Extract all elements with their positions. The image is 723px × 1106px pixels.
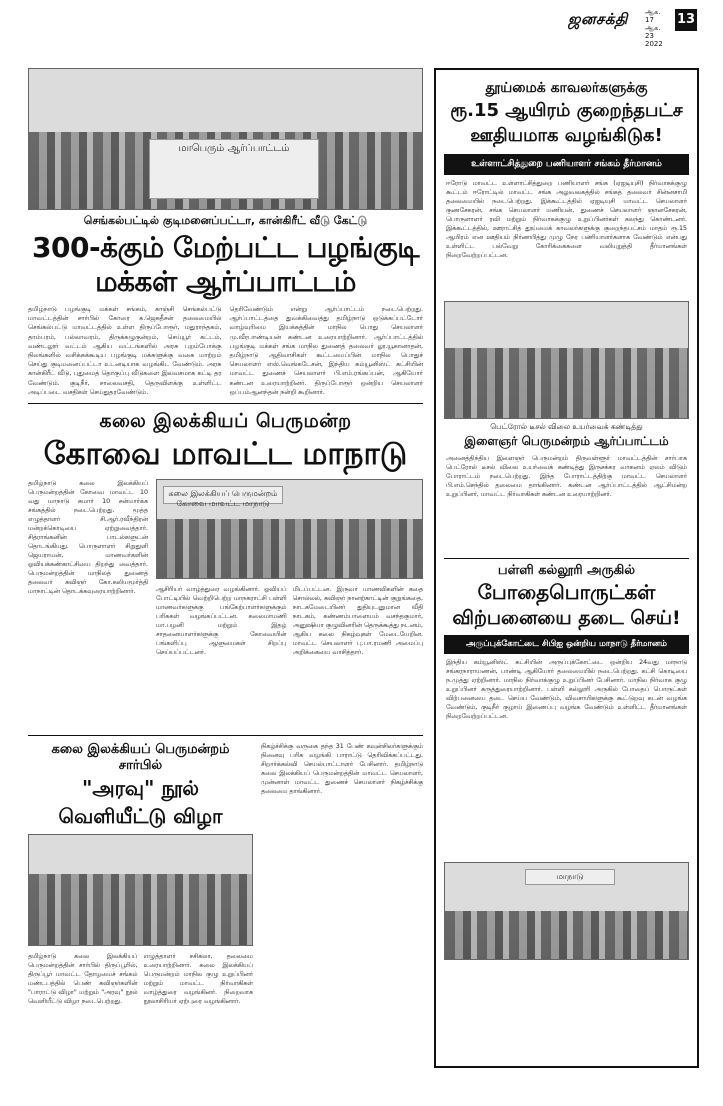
story2-body-col1: தமிழ்நாடு கலை இலக்கியப் பெருமன்றத்தின் கோவை மாவட்ட 10 வது மாநாடு சுமார் 10 சன்மார்க்க சங்கத்தில் நடைபெற்றது. மூத்த எழுத்தாளர் சி.ஆர்.ரவீந்திரன் மன்றக்கொடியை ஏற்றுவைத்தார். சித்ராங்கனின் பாடல்களுடன் தொடங்கியது. பொருளாளர் சிறுதுளி ஜெயராமன், மாணவர்களின் ஓவியக்கண்காட்சியை திறந்து வைத்தார். பெருமன்றத்தின் மாநிலத் துணைத் தலைவர் கவிஞர் கோ.கலியமூர்த்தி மாநாட்டின் தொடக்கவுரையாற்றினார்.: [28, 480, 148, 596]
story2-body-col2: ஆசிரியர் வாழ்த்துரை வழங்கினார். ஓவியப் போட்டியில் வெற்றிபெற்ற மாநகராட்சி பள்ளி மாணவர்களுக்கு பங்கேற்பாளர்களுக்கும் பரிசுகள் வழங்கப்பட்டன. கலைமாமணி மா.பழனி மற்றும் இதழ் சாதனையாளர்களுக்கு கோவையின் பங்களிப்பு ஆளுமைகள் சிறப்பு செய்யப்பட்டனர்.: [156, 586, 287, 657]
newspaper-logo: ஜனசக்தி: [568, 10, 628, 28]
story1-headline-line2: மக்கள் ஆர்ப்பாட்டம்: [95, 265, 356, 298]
right-head3-kicker: பள்ளி கல்லூரி அருகில்: [497, 563, 636, 578]
protest-photo: [28, 68, 423, 210]
date-line: ஆக. 23: [645, 24, 661, 40]
right-para3: இந்திய கம்யூனிஸ்ட் கட்சியின் அருப்புக்கோட்டை ஒன்றிய 24வது மாநாடு சங்கரநாராயணன், பாண்டி ஆகியோர் தலைமையில் நடைபெற்றது. கட்சி கொடியை ந.முத்து ஏற்றினார். மாநில நிர்வாக்குழு உறுப்பினர் பேசினார். மாநில நிர்வாக குழு உறுப்பினர் கருத்துரையாற்றினார். பள்ளி கல்லூரி அருகில் போதைப் பொருட்கள் விற்பனையை தடை செய்ய வேண்டும், விவசாயிகளுக்கு கூட்டுறவு கடன் வழங்க வேண்டும், குடிநீர் குழாய் இணைப்பு வழங்க வேண்டும் உள்ளிட்ட தீர்மானங்கள் நிறைவேற்றப்பட்டன.: [446, 659, 687, 720]
story3-body-col2: தமிழ்நாடு கலை இலக்கியப் பெருமன்றத்தின் சார்பில் திருப்பூரில், திருப்பூர் மாவட்ட தோழமைச் சங்கம் மண்டபத்தில் பெண் கவிஞர்களின் "பாராட்டு விழா" மற்றும் "அரவு" நூல் வெளியீட்டு விழா நடைபெற்றது.: [28, 953, 138, 1006]
divider: [28, 403, 423, 404]
divider: [444, 558, 689, 559]
story3-title-line1: கலை இலக்கியப் பெருமன்றம் சார்பில்: [51, 742, 230, 774]
right-bar2: அருப்புக்கோட்டை சிபிஐ ஒன்றிய மாநாடு தீர்மானம்: [444, 635, 689, 654]
conference-banner: கலை இலக்கியப் பெருமன்றம் கோவை மாவட்ட மாநாடு: [163, 486, 283, 504]
date-line: ஆக. 17: [645, 8, 661, 24]
right-head1-line2: ரூ.15 ஆயிரம் குறைந்தபட்ச: [450, 100, 683, 121]
story3-body-col1: நிகழ்ச்சிக்கு வருகை தந்த 31 பேண் கவுன்சிலர்களுக்கும் நினைவு பரிசு வழங்கி பாராட்டு தெரிவிக்கப்பட்டது. சிறார்க்கல்வி செயல்பாட்டாளர் பேசினார். தமிழ்நாடு கலை இலக்கியப் பெருமன்றத்தின் மாவட்ட செயலாளர், முன்னாள் மாவட்ட துணைச் செயலாளர் நிகழ்ச்சிக்கு தலைமை தாங்கினார்.: [261, 743, 423, 796]
right-bar1: உள்ளாட்சித்துறை பணியாளர் சங்கம் தீர்மானம்: [444, 154, 689, 175]
story3-layout: [28, 742, 423, 1032]
right-para1: ஈரோடு மாவட்ட உள்ளாட்சித்துறை பணியாளர் சங்க (ஏஐடியுசி) நிர்வாகக்குழு கூட்டம் ஈரோட்டில் மாவட்ட சங்க அலுவலகத்தில் சங்கத் தலைவர் சின்னசாமி தலைமையில் நடைபெற்றது. இக்கூட்டத்தில் ஏஐடியுசி மாவட்ட செயலாளர் குணசேகரன், சங்க செயலாளர் மணியன், துணைச் செயலாளர் ஞானசேகரன், பொருளாளர் ரவி மற்றும் நிர்வாகக்குழு உறுப்பினர்கள் கலந்து கொண்டனர். இக்கூட்டத்தில், ஊராட்சித் தூய்மைக் காவலர்களுக்கு குறைந்தபட்சம் மாதம் ரூ.15 ஆயிரம் என ஊதியம் நிர்ணயித்து முழு நேர பணியாளர்களாக வேண்டும் என்பது உள்ளிட்ட பல்வேறு கோரிக்கைகளை வலியுறுத்தி தீர்மானங்கள் நிறைவேற்றப்பட்டன.: [446, 180, 687, 259]
left-column: [28, 68, 423, 1032]
story1-body: [28, 305, 423, 397]
right-column: [434, 68, 699, 1068]
story2-title-line2: கோவை மாவட்ட மாநாடு: [43, 436, 408, 473]
story2-body-col3: மிடப்பட்டன. இருவர் மாணவிகளின் கதை சொல்லல், கவிஞர் நானற்காட்டின் குறுங்கதை, நாடகமேடையினர் துதியுடனுமான வீதி நாடகம், கண்ணம்பாளையம் வசந்தகுமார், அனுஷியா குழுவினரின் தெருக்கூத்து நடனம், ஆகிய கலை நிகழ்வுகள் மேடையேறின. மாவட்ட செயலாளர் பு.பா.ரமணி அமைப்பு அறிக்கையை வாசித்தார்.: [292, 586, 423, 657]
stage-banner: மாநாடு: [525, 869, 615, 885]
story2-layout: [28, 479, 423, 729]
story1-kicker: செங்கல்பட்டில் குடிமனைப்பட்டா, கான்கிரீட் வீடு கேட்டு: [83, 214, 368, 227]
story1-headline-line1: 300-க்கும் மேற்பட்ட பழங்குடி: [32, 231, 419, 264]
story3-body-col3: எழுத்தாளர் சசிகலா, தலைமை உரையாற்றினார். கலை இலக்கியப் பெருமன்றம் மாநில குழு உறுப்பினர் மற்றும் மாவட்ட நிர்வாகிகள் வாழ்த்துரை வழங்கினர். நிறைவாக நூலாசிரியர் ஏற்புரை வழங்கினார்.: [143, 953, 253, 1006]
meeting-photo: [444, 301, 689, 419]
conference-stage-photo: [444, 862, 689, 960]
right-head1-line3: ஊதியமாக வழங்கிடுக!: [470, 125, 663, 146]
story1-body-col1: தமிழ்நாடு பழங்குடி மக்கள் சங்கம், காஞ்சி செங்கல்பட்டு மாவட்டத்தின் சார்பில் கோரை க.ஜெகதீசன் தலைமையில் செங்கல்பட்டு மாவட்டத்தில் உள்ள திருப்போரூர், மதுராந்தகம், தாம்பரம், பல்லாவரம், திருக்கழுகுன்றம், செய்யூர் கட்டம், வண்டலூர் வட்டம் ஆகிய வட்டங்களில் அரசு புறம்போக்கு நிலங்களில் வசிக்கக்கூடிய பழங்குடி மக்களுக்கு வகை மாற்றம் செய்து குடிமனைப்பட்டா உடனடியாக வழங்கிட வேண்டும். அரசு கான்கிரீட் வீடு, புதுமைத் தொகுப்பு வீடுகளை இலவசமாக கட்டி தர வேண்டும். குடிநீர், சாலைவசதி, தெருவிளக்கு உள்ளிட்ட அடிப்படை வசதிகள் செய்துதரவேண்டும்.: [28, 305, 222, 396]
issue-date: [645, 8, 671, 48]
right-head3-line2: விற்பனையை தடை செய்!: [452, 607, 681, 629]
conference-photo: [156, 479, 423, 579]
story3-title-line2: "அரவு" நூல் வெளியீட்டு விழா: [58, 776, 223, 829]
date-line: 2022: [645, 40, 663, 48]
right-head1-line1: தூய்மைக் காவலர்களுக்கு: [485, 80, 648, 96]
story1-body-col2: தெரிவேண்டும் என்று ஆர்ப்பாட்டம் நடைபெற்றது. ஆர்ப்பாட்டத்தை துவக்கிவைத்து தமிழ்நாடு ஒடுக்கப்பட்டோர் வாழ்வுரிமை இயக்கத்தின் மாநில பொது செயலாளர் மு.வீரபாண்டியன் கண்டன உரையாற்றினார். ஆர்ப்பாட்டத்தில் பழங்குடி மக்கள் சங்க மாநில துணைத் தலைவர் லூ.யூகானாதன், தமிழ்நாடு ஆதிவாசிகள் கூட்டமைப்பின் மாநில பொதுச் செயலாளர் எஸ்.வெங்கடேசன், இந்திய கம்யூனிஸ்ட் கட்சியின் மாவட்ட துணைச் செயலாளர் பி.எம்.ரங்கப்பன், ஆகியோர் கண்டன உரையாற்றினர். திருப்போரூர் ஒன்றிய செயலாளர் ஒப்பம்ஆனந்தன் நன்றி கூறினார்.: [229, 305, 423, 396]
masthead: [0, 4, 723, 62]
right-photo2-caption: பெட்ரோல் டீசல் விலை உயர்வைக் கண்டித்து: [490, 422, 643, 431]
right-head3-line1: போதைபொருட்கள்: [477, 580, 656, 604]
protest-banner: மாபெரும் ஆர்ப்பாட்டம்: [149, 139, 319, 199]
right-head2: இளைஞர் பெருமன்றம் ஆர்ப்பாட்டம்: [464, 434, 669, 448]
divider: [28, 735, 423, 736]
page-number: 13: [675, 9, 697, 31]
story2-title-line1: கலை இலக்கியப் பெருமன்ற: [99, 410, 352, 433]
book-release-photo: [28, 834, 253, 946]
right-para2: அனைத்திந்திய இளைஞர் பெருமன்றம் திருவள்ளூர் மாவட்டத்தின் சார்பாக பெட்ரோல் டீசல் விலை உயர்வைக் கண்டித்து இருசக்கர வாகனம் ஏலம் விடும் போராட்டம் நடைபெற்றது. இந்த போராட்டத்திற்கு மாவட்ட செயலாளர் பி.எம்.செந்தில் தலைமை தாங்கினார். கண்டன ஆர்ப்பாட்டத்தில் ஆட்சிமன்ற உறுப்பினர், மாவட்ட நிர்வாகிகள் கண்டன உரையாற்றினர்.: [446, 455, 687, 498]
